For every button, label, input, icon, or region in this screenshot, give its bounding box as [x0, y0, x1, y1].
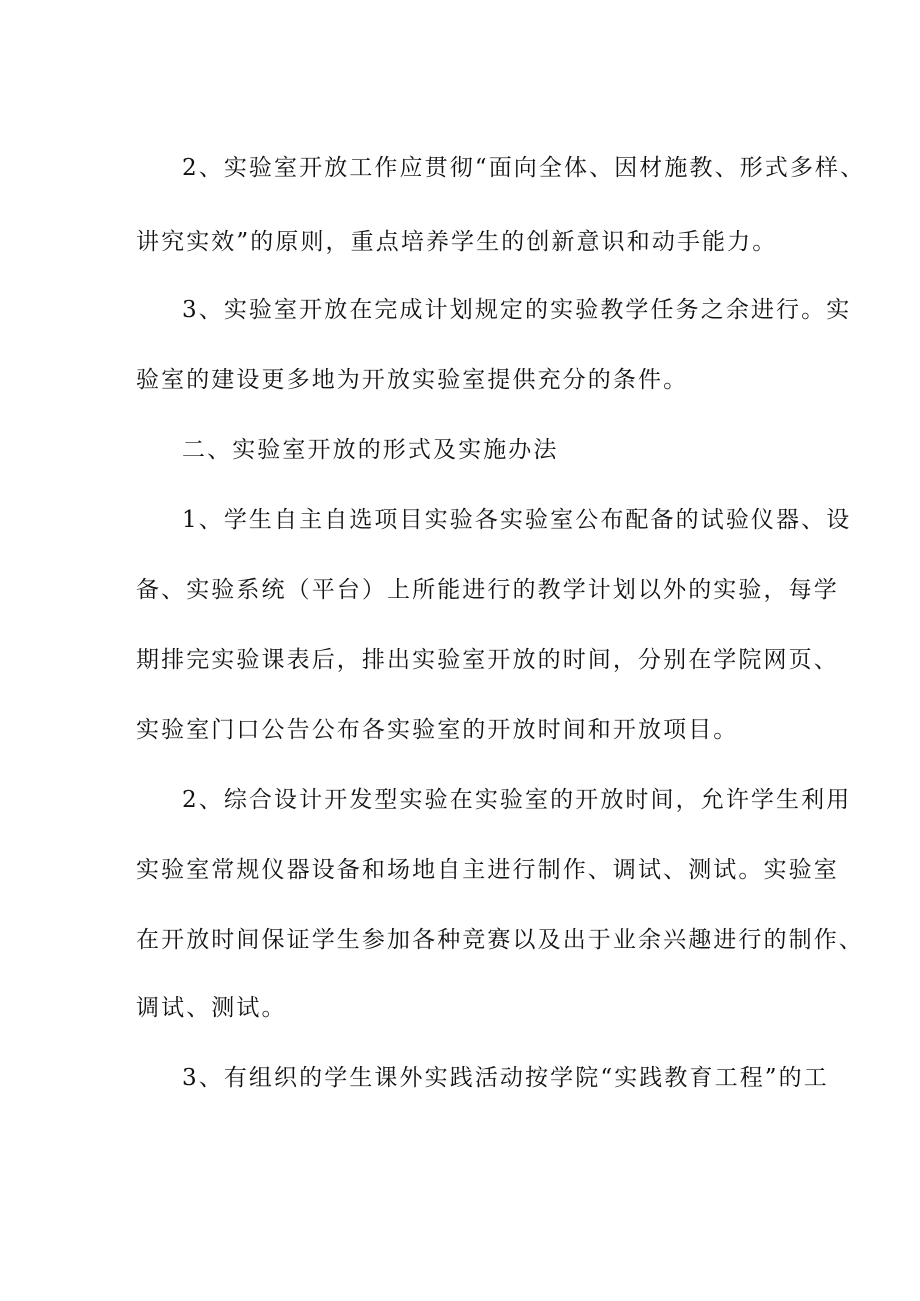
paragraph-line: 在开放时间保证学生参加各种竞赛以及出于业余兴趣进行的制作、	[136, 927, 864, 953]
paragraph-line: 备、实验系统（平台）上所能进行的教学计划以外的实验，每学	[136, 577, 839, 603]
paragraph-line: 验室的建设更多地为开放实验室提供充分的条件。	[136, 367, 689, 393]
paragraph-line: 实验室门口公告公布各实验室的开放时间和开放项目。	[136, 717, 739, 743]
paragraph-line: 讲究实效”的原则，重点培养学生的创新意识和动手能力。	[136, 229, 778, 255]
paragraph-line: 2、实验室开放工作应贯彻“面向全体、因材施教、形式多样、	[182, 155, 866, 181]
section-heading: 二、实验室开放的形式及实施办法	[182, 437, 559, 463]
paragraph-line: 期排完实验课表后，排出实验室开放的时间，分别在学院网页、	[136, 647, 839, 673]
paragraph-line: 实验室常规仪器设备和场地自主进行制作、调试、测试。实验室	[136, 857, 839, 883]
paragraph-line: 3、有组织的学生课外实践活动按学院“实践教育工程”的工	[182, 1065, 829, 1091]
paragraph-line: 1、学生自主自选项目实验各实验室公布配备的试验仪器、设	[182, 507, 852, 533]
paragraph-line: 调试、测试。	[136, 995, 287, 1021]
paragraph-line: 3、实验室开放在完成计划规定的实验教学任务之余进行。实	[182, 297, 852, 323]
paragraph-line: 2、综合设计开发型实验在实验室的开放时间，允许学生利用	[182, 787, 852, 813]
